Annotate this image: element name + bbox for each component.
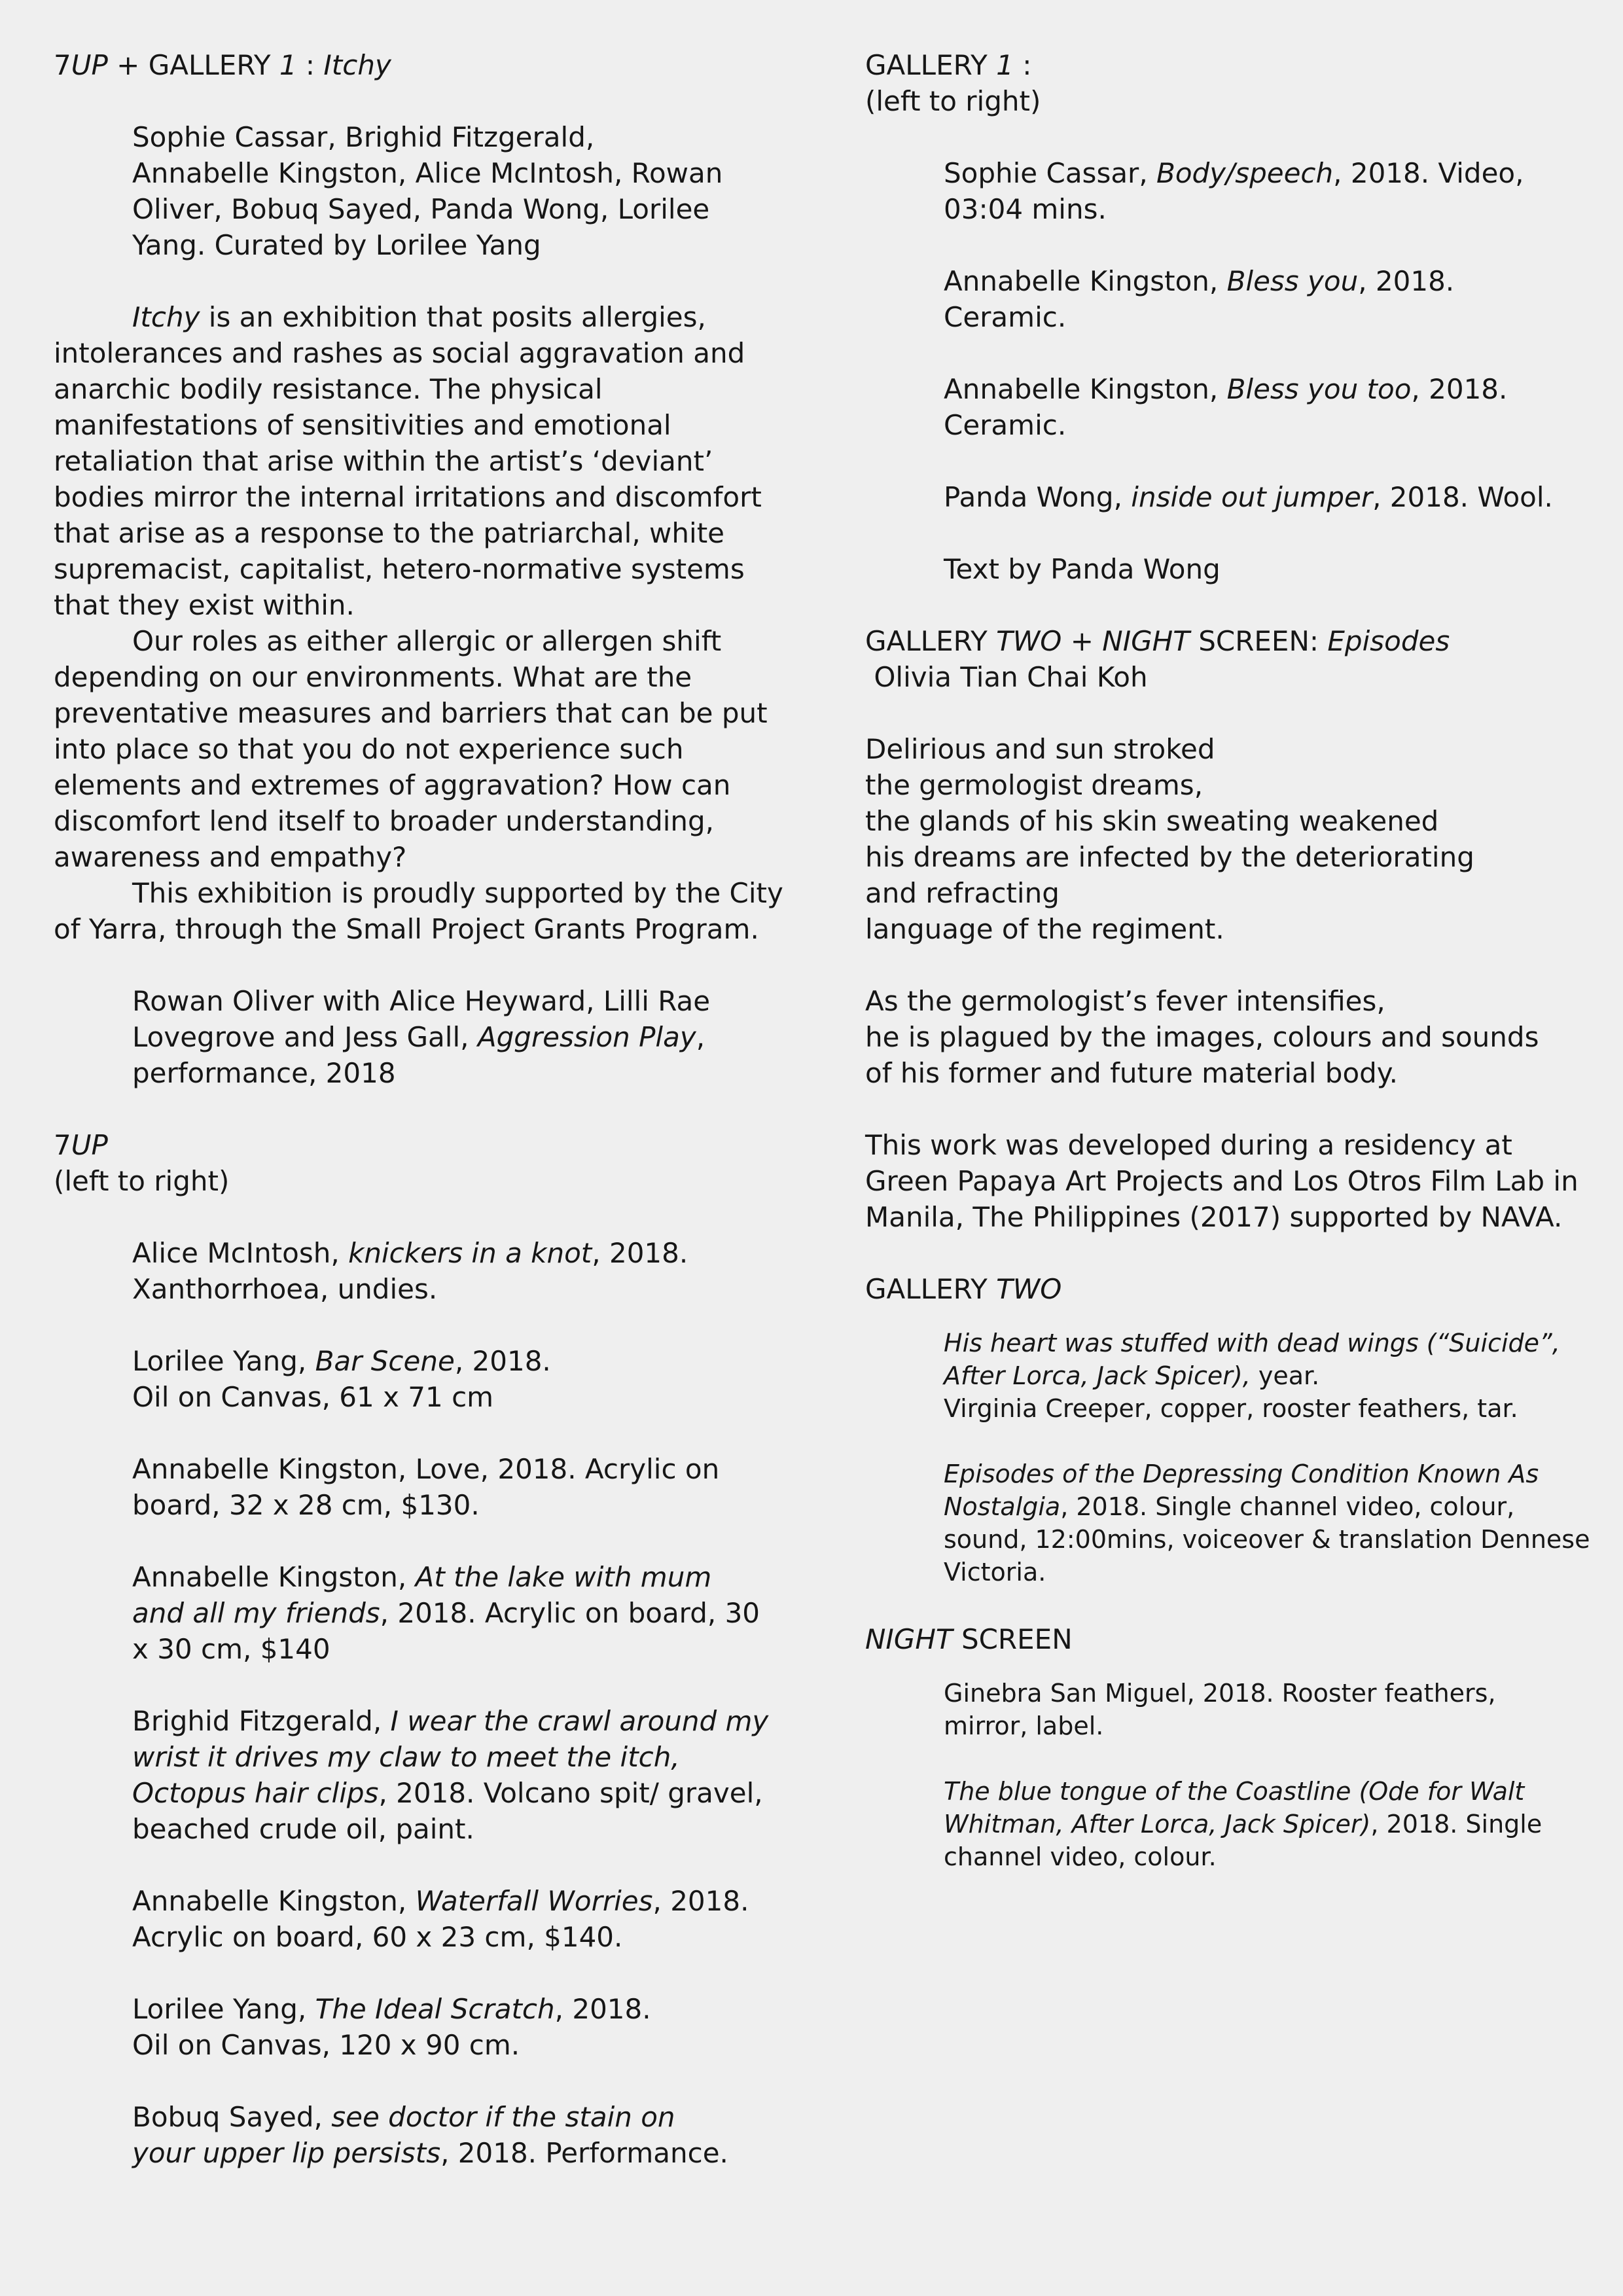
work-entry (54, 1343, 787, 1415)
section-heading-gallery-two (865, 1271, 1592, 1307)
work-title: The Ideal Scratch (315, 1993, 555, 2025)
work-details: Virginia Creeper, copper, rooster feathers, tar. (944, 1394, 1518, 1423)
work-artist: Bobuq Sayed, (132, 2101, 332, 2133)
residency-note: This work was developed during a residency at Green Papaya Art Projects and Los Otros Film Lab in Manila, The Philippines (2017) supported by NAVA. (865, 1129, 1578, 1233)
work-entry (54, 1451, 787, 1523)
work-artist: Annabelle Kingston, Love, 2018. Acrylic on board, 32 x 28 cm, $130. (132, 1453, 720, 1521)
artist-list: Sophie Cassar, Brighid Fitzgerald, Annabelle Kingston, Alice McIntosh, Rowan Oliver, Bobuq Sayed, Panda Wong, Lorilee Yang. Curated by Lorilee Yang (132, 121, 723, 261)
work-details: , 2018. Single channel video, colour, sound, 12:00mins, voiceover & translation Dennese Victoria. (944, 1492, 1590, 1587)
heading-part: UP (71, 49, 108, 81)
heading-part: : (1013, 49, 1032, 81)
work-entry (865, 263, 1592, 335)
poem-line: As the germologist’s fever intensifies, (865, 985, 1385, 1017)
work-artist: Brighid Fitzgerald, (132, 1705, 391, 1737)
work-title: inside out jumper (1131, 481, 1373, 513)
heading-part: 1 (996, 49, 1014, 81)
work-details: , 2018. Xanthorrhoea, undies. (132, 1237, 688, 1305)
work-entry (865, 1327, 1592, 1425)
work-details: , 2018. Video, 03:04 mins. (944, 157, 1524, 225)
section-heading-night-screen (865, 1621, 1592, 1657)
right-column (865, 47, 1592, 1873)
work-artist: Lorilee Yang, (132, 1345, 315, 1377)
work-title: Bless you too (1226, 373, 1412, 405)
work-entry (865, 551, 1592, 587)
heading-part: GALLERY (865, 625, 997, 657)
work-list (54, 1199, 787, 2171)
poem-line: the germologist dreams, (865, 769, 1204, 801)
work-title: Bless you (1226, 265, 1359, 297)
work-title: I wear the crawl around my wrist it drives my claw to meet the itch, Octopus hair clips (132, 1705, 769, 1809)
poem-stanza (865, 983, 1592, 1091)
heading-part: + GALLERY (107, 49, 279, 81)
work-entry (54, 1703, 787, 1847)
work-title: Body/speech (1156, 157, 1334, 189)
heading-part: 7 (54, 1129, 71, 1161)
heading-part: NIGHT (865, 1623, 953, 1655)
work-title: The blue tongue of the Coastline (Ode for Walt Whitman, After Lorca, Jack Spicer) (944, 1777, 1525, 1839)
work-details: Ginebra San Miguel, 2018. Rooster feathers, mirror, label. (944, 1679, 1496, 1740)
heading-part: 1 (279, 49, 297, 81)
paragraph-text: is an exhibition that posits allergies, intolerances and rashes as social aggravation and anarchic bodily resistance. The physical manifestations of sensitivities and emotional retaliation that arise within the artist’s ‘deviant’ bodies mirror the internal irritations and discomfort that arise as a response to the patriarchal, white supremacist, capitalist, hetero-normative systems that they exist within. (54, 301, 762, 621)
work-entry (54, 2099, 787, 2171)
work-artist: Annabelle Kingston, (944, 373, 1227, 405)
work-details: , 2018. Oil on Canvas, 61 x 71 cm (132, 1345, 551, 1413)
performance-credit (54, 983, 787, 1091)
work-details: , 2018. Ceramic. (944, 265, 1455, 333)
section-subheading: (left to right) (865, 85, 1041, 117)
work-entry (865, 1458, 1592, 1588)
section-heading-7up (54, 1127, 787, 1163)
work-details: , 2018. Acrylic on board, 30 x 30 cm, $140 (132, 1597, 760, 1665)
work-artist: Annabelle Kingston, (944, 265, 1227, 297)
section-heading-gallery-two-night-screen (865, 623, 1592, 659)
heading-part: SCREEN (952, 1623, 1073, 1655)
work-entry (54, 1235, 787, 1307)
heading-part: UP (71, 1129, 108, 1161)
work-entry (54, 1991, 787, 2063)
work-title: His heart was stuffed with dead wings (“Suicide”, After Lorca, Jack Spicer), (944, 1329, 1560, 1390)
work-entry (865, 479, 1611, 515)
section-subheading: (left to right) (54, 1165, 230, 1197)
heading-part: GALLERY (865, 1273, 997, 1305)
work-details: , 2018. Wool. (1372, 481, 1553, 513)
work-entry (865, 1775, 1592, 1873)
paragraph (54, 299, 787, 623)
work-title: Waterfall Worries (415, 1885, 653, 1917)
poem-stanza (865, 731, 1592, 947)
poem-line: of his former and future material body. (865, 1057, 1399, 1089)
work-title: Aggression Play (477, 1021, 696, 1053)
work-title: At the lake with mum and all my friends (132, 1561, 712, 1629)
poem-line: his dreams are infected by the deteriorating (865, 841, 1474, 873)
work-artist: Annabelle Kingston, (132, 1885, 416, 1917)
heading-part: + (1061, 625, 1103, 657)
work-artist: Alice McIntosh, (132, 1237, 349, 1269)
credit-text: , performance, 2018 (132, 1021, 705, 1089)
poem-line: language of the regiment. (865, 913, 1224, 945)
text-credit: Text by Panda Wong (944, 553, 1221, 585)
heading-part: Itchy (323, 49, 391, 81)
work-details: year. (1250, 1361, 1320, 1390)
work-entry (54, 1883, 787, 1955)
work-title: see doctor if the stain on your upper lip persists (132, 2101, 675, 2169)
poem-line: Delirious and sun stroked (865, 733, 1215, 765)
left-column (54, 47, 787, 2171)
work-artist: Sophie Cassar, (944, 157, 1157, 189)
paragraph: Our roles as either allergic or allergen shift depending on our environments. What are the preventative measures and barriers that can be put into place so that you do not experience such elements and extremes of aggravation? How can discomfort lend itself to broader understanding, awareness and empathy? (54, 625, 768, 873)
paragraph: This exhibition is proudly supported by the City of Yarra, through the Small Project Grants Program. (54, 877, 783, 945)
work-artist: Lorilee Yang, (132, 1993, 315, 2025)
work-details: , 2018. Performance. (440, 2137, 728, 2169)
heading-part: 7 (54, 49, 71, 81)
work-entry (865, 371, 1592, 443)
exhibition-text (54, 299, 787, 947)
work-artist: Annabelle Kingston, (132, 1561, 416, 1593)
exhibition-title: Itchy (132, 301, 200, 333)
poem-line: he is plagued by the images, colours and sounds (865, 1021, 1539, 1053)
heading-part: NIGHT (1102, 625, 1190, 657)
work-entry (865, 1677, 1592, 1742)
work-entry (865, 155, 1592, 227)
heading-part: Episodes (1327, 625, 1450, 657)
poem-line: the glands of his skin sweating weakened (865, 805, 1439, 837)
heading-part: TWO (996, 1273, 1062, 1305)
work-title: Bar Scene (315, 1345, 455, 1377)
heading-part: TWO (996, 625, 1062, 657)
work-artist: Panda Wong, (944, 481, 1132, 513)
section-heading-7up-gallery1 (54, 47, 787, 83)
heading-part: SCREEN: (1189, 625, 1328, 657)
artist-name: Olivia Tian Chai Koh (865, 661, 1148, 693)
work-details: , 2018. Volcano spit/ gravel, beached crude oil, paint. (132, 1777, 763, 1845)
work-details: , 2018. Oil on Canvas, 120 x 90 cm. (132, 1993, 651, 2061)
work-details: , 2018. Ceramic. (944, 373, 1508, 441)
work-entry (54, 1559, 787, 1667)
poem-line: and refracting (865, 877, 1060, 909)
credit-text: Rowan Oliver with Alice Heyward, Lilli Rae Lovegrove and Jess Gall, (132, 985, 711, 1053)
work-title: knickers in a knot (348, 1237, 592, 1269)
section-heading-gallery1 (865, 47, 1592, 83)
work-details: , 2018. Acrylic on board, 60 x 23 cm, $140. (132, 1885, 749, 1953)
heading-part: GALLERY (865, 49, 997, 81)
work-details: , 2018. Single channel video, colour. (944, 1810, 1543, 1871)
heading-part: : (296, 49, 324, 81)
work-title: Episodes of the Depressing Condition Known As Nostalgia (944, 1460, 1539, 1521)
